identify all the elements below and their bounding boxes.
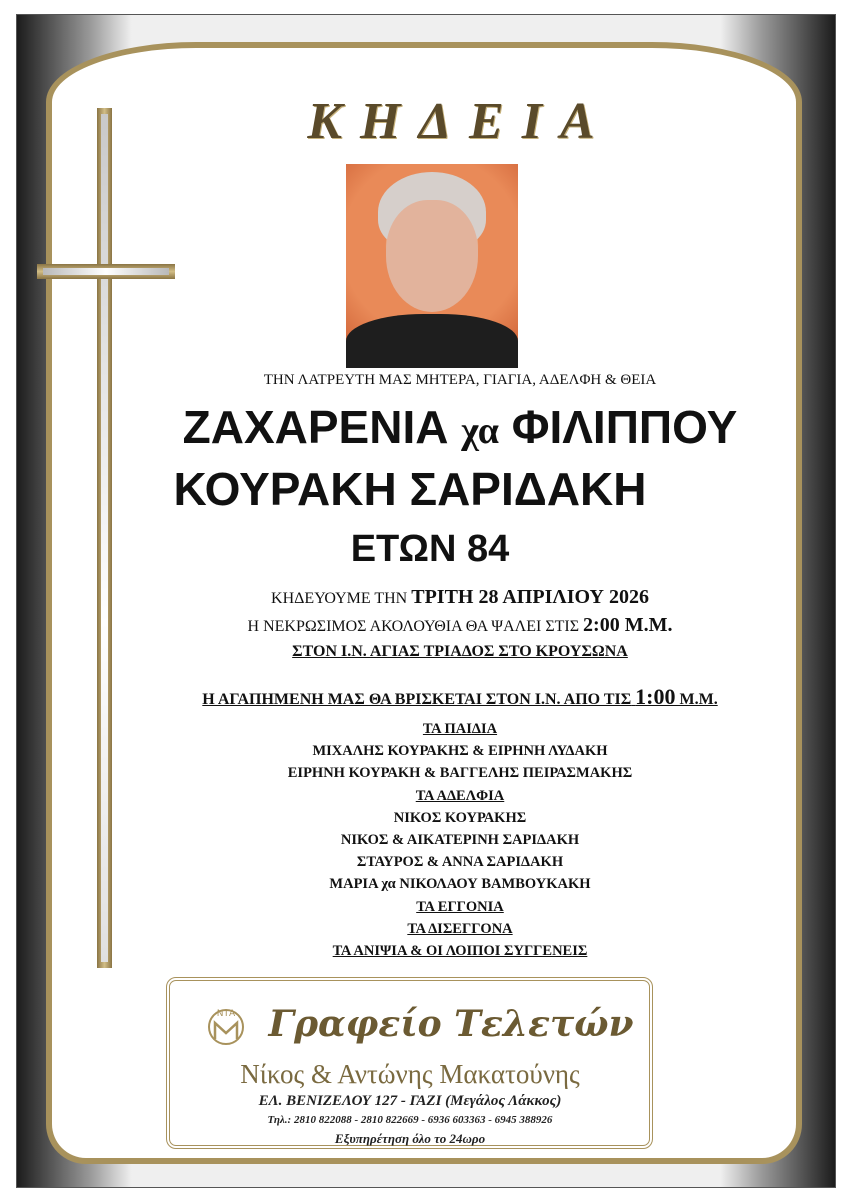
grandchildren-heading: ΤΑ ΕΓΓΟΝΙΑ — [416, 898, 504, 915]
funeral-date: ΤΡΙΤΗ 28 ΑΠΡΙΛΙΟΥ 2026 — [411, 586, 649, 608]
office-logo-icon — [206, 1003, 246, 1049]
office-phones: Τηλ.: 2810 822088 - 2810 822669 - 6936 603363 - 6945 388926 — [267, 1114, 553, 1126]
middle-abbrev: χα — [461, 410, 499, 452]
first-name: ΖΑΧΑΡΕΝΙΑ — [182, 401, 449, 453]
service-time: 2:00 Μ.Μ. — [583, 614, 673, 636]
list-item: ΕΙΡΗΝΗ ΚΟΥΡΑΚΗ & ΒΑΓΓΕΛΗΣ ΠΕΙΡΑΣΜΑΚΗΣ — [287, 765, 633, 782]
siblings-heading: ΤΑ ΑΔΕΛΦΙΑ — [415, 787, 505, 804]
logo-letters: ΝΤΑ — [216, 1009, 236, 1019]
viewing-prefix: Η ΑΓΑΠΗΜΕΝΗ ΜΑΣ ΘΑ ΒΡΙΣΚΕΤΑΙ ΣΤΟΝ Ι.Ν. ΑΠΟ ΤΙΣ — [202, 691, 632, 708]
photo-face — [386, 200, 478, 312]
office-owners: Νίκος & Αντώνης Μακατούνης — [240, 1059, 580, 1089]
office-address: ΕΛ. ΒΕΝΙΖΕΛΟΥ 127 - ΓΑΖΙ (Μεγάλος Λάκκος) — [258, 1093, 562, 1109]
great-grandchildren-heading: ΤΑ ΔΙΣΕΓΓΟΝΑ — [407, 920, 513, 937]
church-line: ΣΤΟΝ Ι.Ν. ΑΓΙΑΣ ΤΡΙΑΔΟΣ ΣΤΟ ΚΡΟΥΣΩΝΑ — [292, 643, 628, 660]
funeral-date-line — [120, 586, 800, 609]
relatives-heading: ΤΑ ΑΝΙΨΙΑ & ΟΙ ΛΟΙΠΟΙ ΣΥΓΓΕΝΕΙΣ — [332, 943, 588, 960]
list-item: ΝΙΚΟΣ ΚΟΥΡΑΚΗΣ — [393, 809, 527, 826]
photo-body — [346, 314, 518, 368]
funeral-prefix: ΚΗΔΕΥΟΥΜΕ ΤΗΝ — [271, 590, 408, 607]
deceased-first-name — [120, 400, 800, 454]
intro-line: ΤΗΝ ΛΑΤΡΕΥΤΗ ΜΑΣ ΜΗΤΕΡΑ, ΓΙΑΓΙΑ, ΑΔΕΛΦΗ & ΘΕΙΑ — [263, 372, 657, 388]
age: ΕΤΩΝ 84 — [350, 528, 510, 570]
deceased-surname: ΚΟΥΡΑΚΗ ΣΑΡΙΔΑΚΗ — [173, 463, 647, 515]
viewing-suffix: Μ.Μ. — [679, 691, 718, 708]
list-item: ΜΑΡΙΑ χα ΝΙΚΟΛΑΟΥ ΒΑΜΒΟΥΚΑΚΗ — [329, 876, 591, 893]
list-item: ΜΙΧΑΛΗΣ ΚΟΥΡΑΚΗΣ & ΕΙΡΗΝΗ ΛΥΔΑΚΗ — [312, 743, 608, 760]
viewing-time: 1:00 — [635, 684, 676, 709]
cross-bar — [37, 264, 175, 279]
deceased-photo — [346, 164, 518, 368]
service-prefix: Η ΝΕΚΡΩΣΙΜΟΣ ΑΚΟΛΟΥΘΙΑ ΘΑ ΨΑΛΕΙ ΣΤΙΣ — [247, 618, 580, 635]
service-time-line — [120, 614, 800, 637]
funeral-office-box — [166, 977, 653, 1149]
office-service: Εξυπηρέτηση όλο το 24ωρο — [334, 1131, 486, 1146]
viewing-line — [120, 684, 800, 710]
list-item: ΣΤΑΥΡΟΣ & ΑΝΝΑ ΣΑΡΙΔΑΚΗ — [356, 854, 564, 871]
office-name: Γραφείο Τελετών — [268, 1003, 634, 1045]
children-heading: ΤΑ ΠΑΙΔΙΑ — [422, 721, 498, 737]
page-title: ΚΗΔΕΙΑ — [307, 93, 613, 150]
family-list — [120, 718, 800, 962]
father-name: ΦΙΛΙΠΠΟΥ — [511, 401, 738, 453]
list-item: ΝΙΚΟΣ & ΑΙΚΑΤΕΡΙΝΗ ΣΑΡΙΔΑΚΗ — [340, 832, 580, 849]
